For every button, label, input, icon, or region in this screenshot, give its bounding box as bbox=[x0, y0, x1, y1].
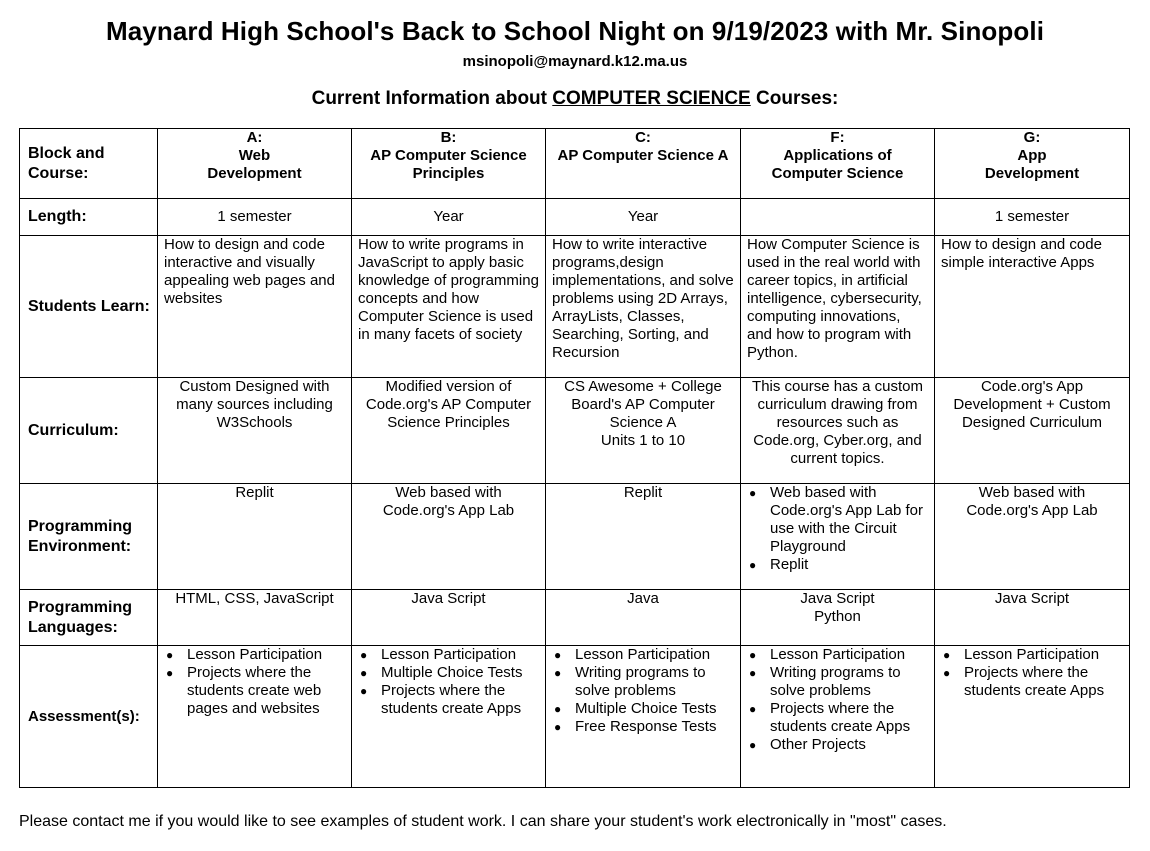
languages-cell bbox=[546, 590, 741, 646]
curriculum-line: Code.org's App bbox=[980, 378, 1084, 395]
environment-cell bbox=[741, 484, 935, 590]
environment-line: Web based with bbox=[978, 484, 1086, 501]
list-item: ● Lesson Participation bbox=[352, 646, 539, 664]
row-header-learn: Students Learn: bbox=[20, 236, 158, 378]
languages-cell bbox=[352, 590, 546, 646]
course-header-f bbox=[741, 129, 935, 199]
curriculum-line: resources such as bbox=[776, 414, 899, 431]
subtitle-prefix: Current Information about bbox=[311, 88, 553, 109]
environment-line: Code.org's App Lab bbox=[382, 502, 515, 519]
course-name-line: Development bbox=[207, 165, 302, 182]
assessment-list bbox=[352, 646, 539, 718]
learn-cell: How to design and code simple interactive Apps bbox=[935, 236, 1130, 378]
course-header-c bbox=[546, 129, 741, 199]
subtitle-suffix: Courses: bbox=[750, 88, 839, 109]
course-name-line: Development bbox=[984, 165, 1080, 182]
curriculum-line: Modified version of bbox=[385, 378, 512, 395]
curriculum-line: Science A bbox=[609, 414, 677, 431]
languages-cell bbox=[741, 590, 935, 646]
curriculum-cell bbox=[741, 378, 935, 484]
row-header-curriculum: Curriculum: bbox=[20, 378, 158, 484]
list-item: ● Writing programs to solve problems bbox=[741, 664, 928, 700]
curriculum-cell bbox=[352, 378, 546, 484]
assessment-cell bbox=[158, 646, 352, 788]
length-cell: 1 semester bbox=[935, 199, 1130, 236]
course-block-label: G: bbox=[1023, 129, 1041, 146]
course-block-label: F: bbox=[830, 129, 845, 146]
row-header-assessment: Assessment(s): bbox=[20, 646, 158, 788]
assessment-list bbox=[158, 646, 345, 718]
course-header-b bbox=[352, 129, 546, 199]
course-name-line: Applications of bbox=[783, 147, 892, 164]
list-item: ● Web based with Code.org's App Lab for use with the Circuit Playground bbox=[741, 484, 928, 556]
language-line: Java Script bbox=[994, 590, 1070, 607]
environment-line: Web based with bbox=[395, 484, 502, 501]
list-item: ● Projects where the students create web pages and websites bbox=[158, 664, 345, 718]
list-item: ● Projects where the students create Apps bbox=[935, 664, 1123, 700]
list-item: ● Lesson Participation bbox=[158, 646, 345, 664]
assessment-cell bbox=[935, 646, 1130, 788]
course-header-g bbox=[935, 129, 1130, 199]
course-block-label: B: bbox=[440, 129, 457, 146]
curriculum-cell bbox=[158, 378, 352, 484]
curriculum-cell bbox=[935, 378, 1130, 484]
row-block-course bbox=[20, 129, 1130, 199]
row-students-learn bbox=[20, 236, 1130, 378]
curriculum-line: curriculum drawing from bbox=[757, 396, 918, 413]
languages-cell bbox=[935, 590, 1130, 646]
teacher-email: msinopoli@maynard.k12.ma.us bbox=[462, 53, 688, 70]
course-name-line: Computer Science bbox=[771, 165, 904, 182]
row-assessments bbox=[20, 646, 1130, 788]
length-cell: 1 semester bbox=[158, 199, 352, 236]
course-name-line: App bbox=[1017, 147, 1047, 164]
assessment-list bbox=[741, 646, 928, 754]
row-header-languages: Programming Languages: bbox=[20, 590, 158, 646]
footer-note: Please contact me if you would like to see examples of student work. I can share your student's work electronically in "most" cases. bbox=[19, 813, 947, 830]
assessment-cell bbox=[546, 646, 741, 788]
list-item: ● Writing programs to solve problems bbox=[546, 664, 734, 700]
row-curriculum bbox=[20, 378, 1130, 484]
curriculum-line: This course has a custom bbox=[752, 378, 923, 395]
curriculum-cell bbox=[546, 378, 741, 484]
curriculum-line: current topics. bbox=[790, 450, 885, 467]
course-name-line: Web bbox=[238, 147, 271, 164]
list-item: ● Replit bbox=[741, 556, 928, 574]
curriculum-line: Code.org's AP Computer bbox=[365, 396, 532, 413]
list-item: ● Projects where the students create Apps bbox=[741, 700, 928, 736]
learn-cell: How to write interactive programs,design implementations, and solve problems using 2D Arrays, ArrayLists, Classes, Searching, Sorting, and Recursion bbox=[546, 236, 741, 378]
curriculum-line: Code.org, Cyber.org, and bbox=[753, 432, 922, 449]
list-item: ● Lesson Participation bbox=[741, 646, 928, 664]
environment-cell bbox=[352, 484, 546, 590]
length-cell bbox=[741, 199, 935, 236]
environment-list bbox=[741, 484, 928, 574]
curriculum-line: Development + Custom bbox=[953, 396, 1111, 413]
list-item: ● Lesson Participation bbox=[546, 646, 734, 664]
environment-line: Replit bbox=[623, 484, 663, 501]
curriculum-line: many sources including bbox=[176, 396, 333, 413]
list-item: ● Projects where the students create Apps bbox=[352, 682, 539, 718]
curriculum-line: Board's AP Computer bbox=[571, 396, 715, 413]
length-cell: Year bbox=[546, 199, 741, 236]
learn-cell: How Computer Science is used in the real world with career topics, in artificial intelligence, cybersecurity, computing innovations, and how to program with Python. bbox=[741, 236, 935, 378]
course-block-label: C: bbox=[635, 129, 651, 146]
course-table bbox=[19, 128, 1130, 788]
length-cell: Year bbox=[352, 199, 546, 236]
assessment-cell bbox=[741, 646, 935, 788]
list-item: ● Lesson Participation bbox=[935, 646, 1123, 664]
page-title: Maynard High School's Back to School Night on 9/19/2023 with Mr. Sinopoli bbox=[105, 16, 1045, 46]
curriculum-line: Designed Curriculum bbox=[961, 414, 1103, 431]
row-header-length: Length: bbox=[20, 199, 158, 236]
language-line: Python bbox=[814, 608, 861, 625]
learn-cell: How to write programs in JavaScript to apply basic knowledge of programming concepts and how Computer Science is used in many facets of society bbox=[352, 236, 546, 378]
row-header-environment: Programming Environment: bbox=[20, 484, 158, 590]
language-line: Java Script bbox=[800, 590, 875, 607]
row-environment bbox=[20, 484, 1130, 590]
curriculum-line: Units 1 to 10 bbox=[600, 432, 686, 449]
list-item: ● Other Projects bbox=[741, 736, 928, 754]
environment-cell bbox=[935, 484, 1130, 590]
assessment-list bbox=[546, 646, 734, 736]
row-languages bbox=[20, 590, 1130, 646]
environment-cell bbox=[546, 484, 741, 590]
languages-cell bbox=[158, 590, 352, 646]
course-name-line: AP Computer Science A bbox=[557, 147, 729, 164]
list-item: ● Free Response Tests bbox=[546, 718, 734, 736]
row-length bbox=[20, 199, 1130, 236]
language-line: HTML, CSS, JavaScript bbox=[175, 590, 334, 607]
list-item: ● Multiple Choice Tests bbox=[352, 664, 539, 682]
curriculum-line: CS Awesome + College bbox=[564, 378, 722, 395]
subtitle-emphasis: COMPUTER SCIENCE bbox=[552, 88, 751, 109]
learn-cell: How to design and code interactive and visually appealing web pages and websites bbox=[158, 236, 352, 378]
assessment-list bbox=[935, 646, 1123, 700]
language-line: Java bbox=[627, 590, 659, 607]
course-block-label: A: bbox=[246, 129, 263, 146]
curriculum-line: W3Schools bbox=[216, 414, 293, 431]
environment-line: Replit bbox=[235, 484, 274, 501]
course-name-line: Principles bbox=[412, 165, 485, 182]
environment-cell bbox=[158, 484, 352, 590]
course-header-a bbox=[158, 129, 352, 199]
assessment-cell bbox=[352, 646, 546, 788]
course-name-line: AP Computer Science bbox=[370, 147, 527, 164]
list-item: ● Multiple Choice Tests bbox=[546, 700, 734, 718]
curriculum-line: Custom Designed with bbox=[179, 378, 330, 395]
environment-line: Code.org's App Lab bbox=[966, 502, 1098, 519]
curriculum-line: Science Principles bbox=[387, 414, 510, 431]
language-line: Java Script bbox=[411, 590, 486, 607]
section-subtitle bbox=[0, 88, 1150, 110]
row-header-block: Block and Course: bbox=[20, 129, 158, 199]
